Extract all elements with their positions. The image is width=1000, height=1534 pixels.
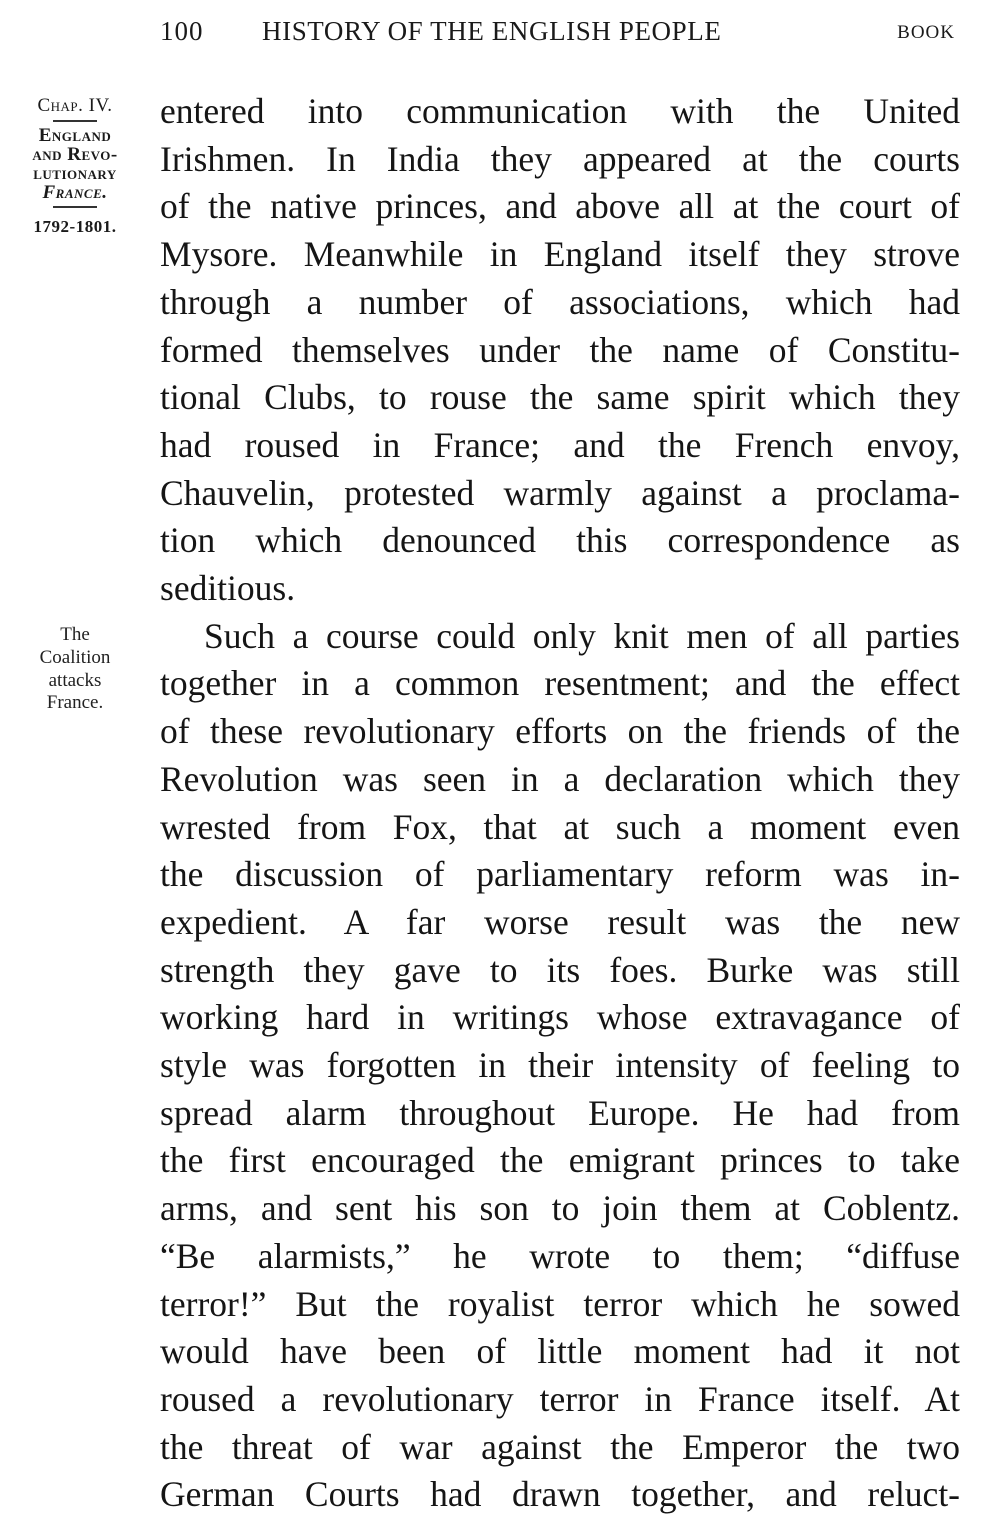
text-line: “Be alarmists,” he wrote to them; “diffuse	[160, 1235, 960, 1276]
margin-heading-line: England	[38, 124, 112, 146]
text-line: of the native princes, and above all at the court of	[160, 186, 960, 227]
text-line: together in a common resentment; and the effect	[160, 663, 960, 704]
text-line: wrested from Fox, that at such a moment even	[160, 806, 960, 847]
chapter-label: Chap. IV.	[37, 95, 113, 116]
margin-note-line: France.	[46, 692, 104, 714]
text-line: the discussion of parliamentary reform was in-	[160, 854, 960, 895]
paragraph-2	[160, 613, 960, 1519]
margin-rule-top	[53, 120, 97, 122]
book-label: BOOK	[897, 22, 955, 43]
text-line: tion which denounced this correspondence as	[160, 520, 960, 561]
margin-note-line: Coalition	[39, 646, 111, 668]
text-line: formed themselves under the name of Constitu-	[160, 329, 960, 370]
text-line: Revolution was seen in a declaration which they	[160, 758, 960, 799]
text-line: working hard in writings whose extravagance of	[160, 997, 960, 1038]
text-line: Chauvelin, protested warmly against a proclama-	[160, 472, 960, 513]
text-line: Irishmen. In India they appeared at the courts	[160, 138, 960, 179]
text-line: tional Clubs, to rouse the same spirit which they	[160, 377, 960, 418]
text-line: terror!” But the royalist terror which he sowed	[160, 1283, 960, 1324]
text-line: German Courts had drawn together, and reluct-	[160, 1474, 960, 1515]
margin-section-heading	[10, 126, 140, 202]
text-line: spread alarm throughout Europe. He had from	[160, 1092, 960, 1133]
text-line: Mysore. Meanwhile in England itself they strove	[160, 234, 960, 275]
text-line: Such a course could only knit men of all parties	[204, 615, 960, 656]
text-line: the threat of war against the Emperor the two	[160, 1426, 960, 1467]
text-line: arms, and sent his son to join them at Coblentz.	[160, 1188, 960, 1229]
text-line: seditious.	[160, 568, 296, 609]
text-line: would have been of little moment had it not	[160, 1331, 960, 1372]
text-line: style was forgotten in their intensity of feeling to	[160, 1045, 960, 1086]
page-number: 100	[160, 16, 204, 46]
main-text	[160, 88, 960, 1519]
margin-rule-bottom	[53, 206, 97, 208]
running-header	[0, 14, 1000, 54]
text-line: of these revolutionary efforts on the friends of the	[160, 711, 960, 752]
text-line: had roused in France; and the French envoy,	[160, 424, 960, 465]
margin-heading-line: lutionary	[33, 162, 117, 184]
text-line: through a number of associations, which had	[160, 281, 960, 322]
margin-note-line: The	[60, 624, 90, 645]
running-title: HISTORY OF THE ENGLISH PEOPLE	[262, 16, 722, 46]
text-line: the first encouraged the emigrant princes to take	[160, 1140, 960, 1181]
margin-chapter-block	[10, 96, 140, 236]
margin-date-range: 1792-1801.	[33, 216, 117, 236]
margin-note-coalition	[10, 624, 140, 715]
margin-heading-line: France.	[42, 181, 108, 203]
paragraph-1	[160, 88, 960, 613]
text-line: roused a revolutionary terror in France itself. At	[160, 1378, 960, 1419]
text-line: strength they gave to its foes. Burke was still	[160, 949, 960, 990]
text-line: expedient. A far worse result was the new	[160, 901, 960, 942]
margin-note-line: attacks	[48, 669, 102, 691]
margin-heading-line: and Revo-	[32, 143, 118, 165]
text-line: entered into communication with the United	[160, 91, 960, 131]
